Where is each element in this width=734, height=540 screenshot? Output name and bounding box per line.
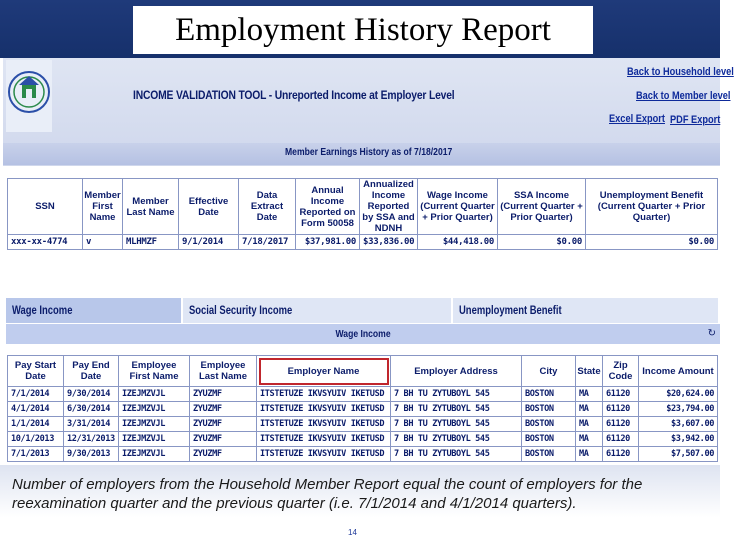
col-header-member-first-name: Member First Name bbox=[83, 179, 123, 235]
cell-employee-last-name: ZYUZMF bbox=[190, 432, 257, 447]
col-header-data-extract-date: Data Extract Date bbox=[239, 179, 296, 235]
cell-employer-address: 7 BH TU ZYTUBOYL 545 bbox=[391, 402, 522, 417]
cell-employee-first-name: IZEJMZVJL bbox=[119, 447, 190, 462]
cell-city: BOSTON bbox=[522, 402, 576, 417]
cell-income-amount: $7,507.00 bbox=[639, 447, 718, 462]
col-header-unemployment-benefit: Unemployment Benefit (Current Quarter + Prior Quarter) bbox=[586, 179, 718, 235]
cell-extract-date: 7/18/2017 bbox=[239, 235, 296, 250]
col-header-ssn: SSN bbox=[8, 179, 83, 235]
cell-annual-income: $37,981.00 bbox=[296, 235, 360, 250]
app-screenshot bbox=[3, 58, 734, 465]
cell-income-amount: $20,624.00 bbox=[639, 387, 718, 402]
cell-ssa-income: $0.00 bbox=[498, 235, 586, 250]
tab-social-security-income[interactable] bbox=[183, 298, 453, 323]
table-row bbox=[8, 235, 718, 250]
cell-pay-start-date: 4/1/2014 bbox=[8, 402, 64, 417]
excel-export-link[interactable]: Excel Export bbox=[609, 113, 665, 125]
col-header-employee-last-name[interactable]: Employee Last Name bbox=[190, 356, 257, 387]
cell-employer-name: ITSTETUZE IKVSYUIV IKETUSD bbox=[257, 402, 391, 417]
cell-zip-code: 61120 bbox=[603, 432, 639, 447]
cell-effective-date: 9/1/2014 bbox=[179, 235, 239, 250]
col-header-employer-address[interactable]: Employer Address bbox=[391, 356, 522, 387]
cell-unemployment: $0.00 bbox=[586, 235, 718, 250]
col-header-ssa-income: SSA Income (Current Quarter + Prior Quarter) bbox=[498, 179, 586, 235]
income-tabs bbox=[6, 298, 720, 323]
back-to-household-link[interactable]: Back to Household level bbox=[627, 66, 734, 78]
cell-employer-address: 7 BH TU ZYTUBOYL 545 bbox=[391, 432, 522, 447]
cell-income-amount: $3,607.00 bbox=[639, 417, 718, 432]
cell-employee-first-name: IZEJMZVJL bbox=[119, 387, 190, 402]
cell-employee-first-name: IZEJMZVJL bbox=[119, 432, 190, 447]
cell-pay-end-date: 9/30/2013 bbox=[64, 447, 119, 462]
tab-label: Wage Income bbox=[12, 304, 73, 317]
cell-zip-code: 61120 bbox=[603, 387, 639, 402]
table-row bbox=[8, 417, 718, 432]
col-header-employer-name[interactable]: Employer Name bbox=[257, 356, 391, 387]
cell-pay-end-date: 6/30/2014 bbox=[64, 402, 119, 417]
cell-city: BOSTON bbox=[522, 387, 576, 402]
cell-income-amount: $3,942.00 bbox=[639, 432, 718, 447]
col-header-annualized-income: Annualized Income Reported by SSA and NDNH bbox=[360, 179, 418, 235]
col-header-state[interactable]: State bbox=[576, 356, 603, 387]
cell-employer-address: 7 BH TU ZYTUBOYL 545 bbox=[391, 387, 522, 402]
cell-annualized-income: $33,836.00 bbox=[360, 235, 418, 250]
col-header-employee-first-name[interactable]: Employee First Name bbox=[119, 356, 190, 387]
table-row bbox=[8, 447, 718, 462]
col-header-annual-income-50058: Annual Income Reported on Form 50058 bbox=[296, 179, 360, 235]
cell-pay-start-date: 7/1/2013 bbox=[8, 447, 64, 462]
cell-state: MA bbox=[576, 387, 603, 402]
page-number: 14 bbox=[348, 528, 357, 537]
wage-income-section-label: Wage Income bbox=[335, 328, 391, 340]
wage-income-table bbox=[7, 355, 718, 462]
cell-state: MA bbox=[576, 417, 603, 432]
col-header-pay-start-date[interactable]: Pay Start Date bbox=[8, 356, 64, 387]
cell-employer-address: 7 BH TU ZYTUBOYL 545 bbox=[391, 447, 522, 462]
col-header-wage-income: Wage Income (Current Quarter + Prior Quarter) bbox=[418, 179, 498, 235]
cell-city: BOSTON bbox=[522, 417, 576, 432]
cell-employee-first-name: IZEJMZVJL bbox=[119, 417, 190, 432]
col-header-income-amount[interactable]: Income Amount bbox=[639, 356, 718, 387]
table-row bbox=[8, 402, 718, 417]
member-table-header-row bbox=[8, 179, 718, 235]
tab-unemployment-benefit[interactable] bbox=[453, 298, 720, 323]
cell-wage-income: $44,418.00 bbox=[418, 235, 498, 250]
cell-state: MA bbox=[576, 447, 603, 462]
cell-employer-name: ITSTETUZE IKVSYUIV IKETUSD bbox=[257, 447, 391, 462]
cell-pay-start-date: 10/1/2013 bbox=[8, 432, 64, 447]
hud-seal-icon bbox=[6, 60, 52, 132]
cell-ssn: xxx-xx-4774 bbox=[8, 235, 83, 250]
cell-first-name: v bbox=[83, 235, 123, 250]
cell-employee-last-name: ZYUZMF bbox=[190, 417, 257, 432]
pdf-export-link[interactable]: PDF Export bbox=[670, 114, 721, 126]
cell-state: MA bbox=[576, 402, 603, 417]
cell-state: MA bbox=[576, 432, 603, 447]
cell-employer-name: ITSTETUZE IKVSYUIV IKETUSD bbox=[257, 387, 391, 402]
cell-employer-name: ITSTETUZE IKVSYUIV IKETUSD bbox=[257, 417, 391, 432]
cell-income-amount: $23,794.00 bbox=[639, 402, 718, 417]
tab-wage-income[interactable] bbox=[6, 298, 183, 323]
caption-box bbox=[0, 465, 720, 540]
cell-pay-end-date: 12/31/2013 bbox=[64, 432, 119, 447]
cell-city: BOSTON bbox=[522, 432, 576, 447]
tab-label: Social Security Income bbox=[189, 304, 293, 317]
wage-table-header-row bbox=[8, 356, 718, 387]
cell-zip-code: 61120 bbox=[603, 447, 639, 462]
tab-label: Unemployment Benefit bbox=[459, 304, 562, 317]
summary-bar bbox=[3, 143, 720, 165]
back-to-member-link[interactable]: Back to Member level bbox=[636, 90, 731, 102]
wage-income-header-bar bbox=[6, 324, 720, 344]
cell-pay-end-date: 3/31/2014 bbox=[64, 417, 119, 432]
cell-employer-name: ITSTETUZE IKVSYUIV IKETUSD bbox=[257, 432, 391, 447]
col-header-effective-date: Effective Date bbox=[179, 179, 239, 235]
cell-employee-last-name: ZYUZMF bbox=[190, 402, 257, 417]
collapse-icon[interactable]: ↻ bbox=[707, 328, 716, 339]
cell-zip-code: 61120 bbox=[603, 417, 639, 432]
slide-title: Employment History Report bbox=[175, 11, 551, 48]
col-header-pay-end-date[interactable]: Pay End Date bbox=[64, 356, 119, 387]
cell-employee-last-name: ZYUZMF bbox=[190, 387, 257, 402]
cell-last-name: MLHMZF bbox=[123, 235, 179, 250]
table-row bbox=[8, 387, 718, 402]
slide-title-box bbox=[133, 6, 593, 54]
slide-header bbox=[0, 0, 720, 58]
wage-table-body bbox=[8, 387, 718, 462]
cell-zip-code: 61120 bbox=[603, 402, 639, 417]
member-table bbox=[7, 178, 718, 250]
cell-city: BOSTON bbox=[522, 447, 576, 462]
col-header-zip-code[interactable]: Zip Code bbox=[603, 356, 639, 387]
cell-employee-first-name: IZEJMZVJL bbox=[119, 402, 190, 417]
slide-caption: Number of employers from the Household Member Report equal the count of employers for the reexamination quarter and the previous quarter (i.e. 7/1/2014 and 4/1/2014 quarters). bbox=[12, 476, 643, 512]
cell-employee-last-name: ZYUZMF bbox=[190, 447, 257, 462]
cell-pay-start-date: 7/1/2014 bbox=[8, 387, 64, 402]
app-banner bbox=[3, 58, 734, 166]
cell-employer-address: 7 BH TU ZYTUBOYL 545 bbox=[391, 417, 522, 432]
summary-title: Member Earnings History as of 7/18/2017 bbox=[285, 147, 453, 158]
table-row bbox=[8, 432, 718, 447]
cell-pay-end-date: 9/30/2014 bbox=[64, 387, 119, 402]
cell-pay-start-date: 1/1/2014 bbox=[8, 417, 64, 432]
col-header-city[interactable]: City bbox=[522, 356, 576, 387]
tool-title: INCOME VALIDATION TOOL - Unreported Income at Employer Level bbox=[133, 88, 455, 102]
col-header-member-last-name: Member Last Name bbox=[123, 179, 179, 235]
